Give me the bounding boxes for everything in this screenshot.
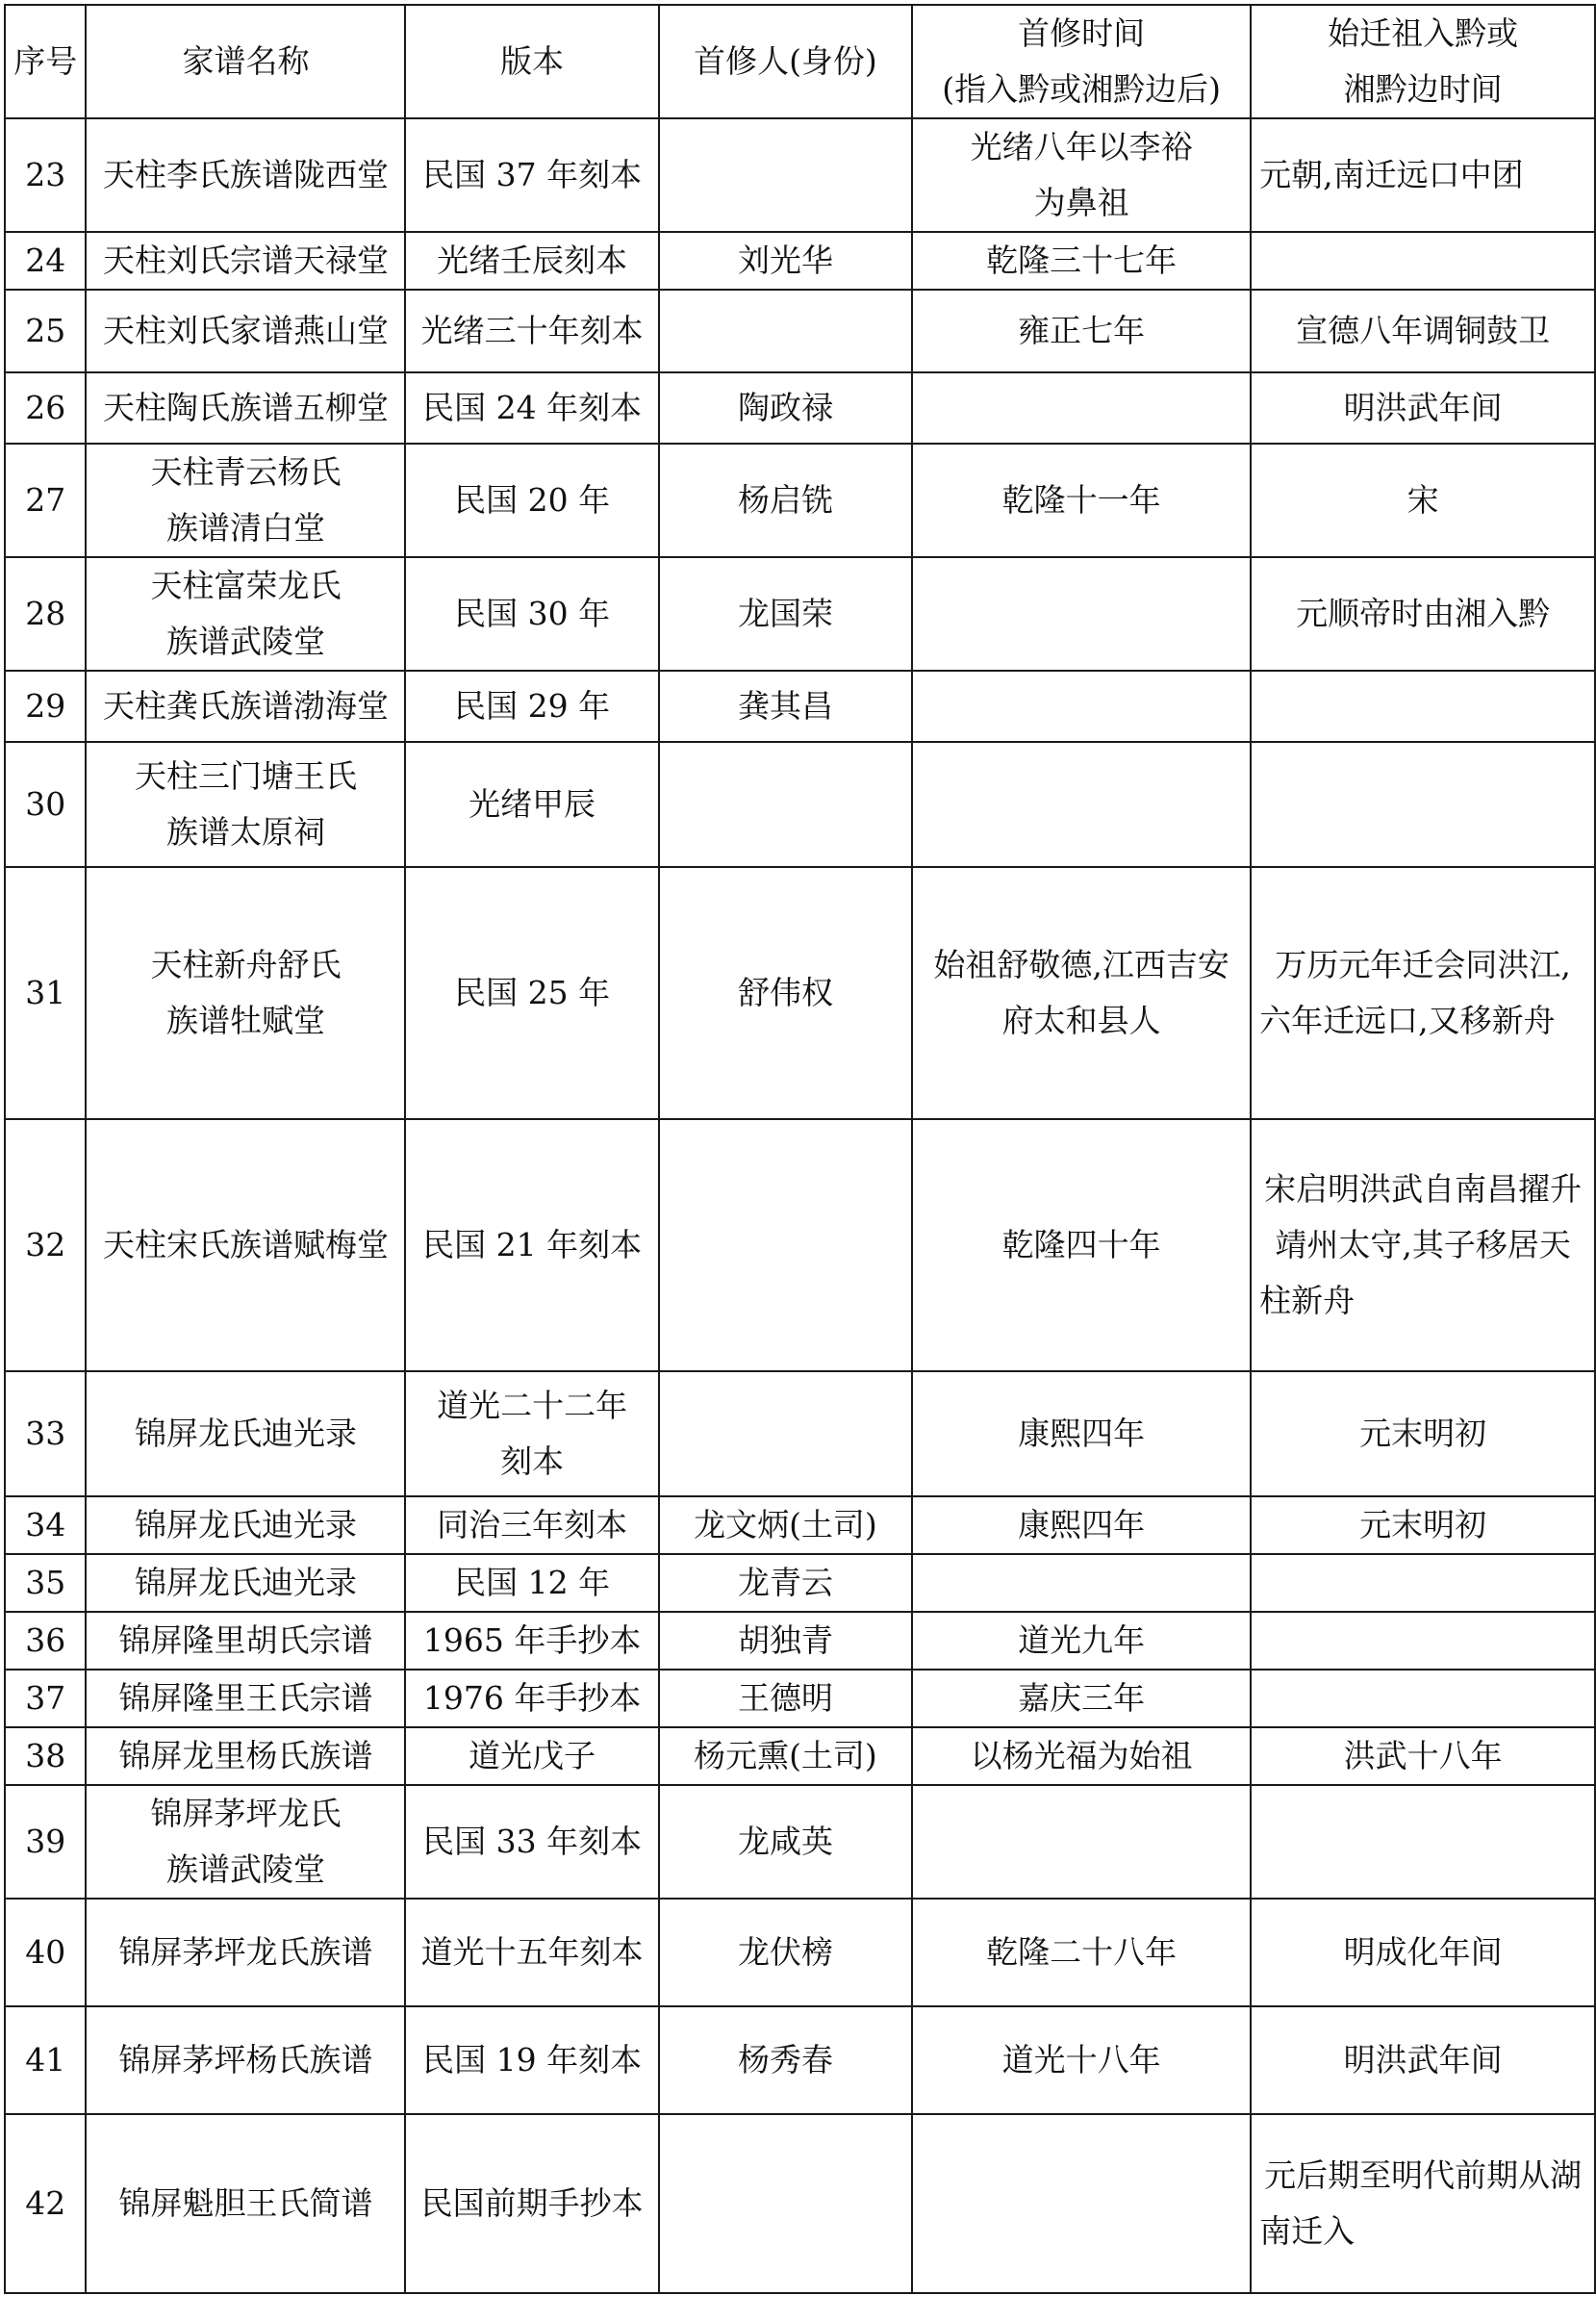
- cell-name: 锦屏魁胆王氏简谱: [86, 2114, 405, 2293]
- cell-first-edit: 乾隆四十年: [912, 1119, 1251, 1371]
- cell-compiler: 龙国荣: [659, 557, 912, 671]
- header-first-edit-line2: (指入黔或湘黔边后): [942, 70, 1222, 108]
- cell-edition: 民国 24 年刻本: [405, 372, 658, 444]
- table-row: [5, 557, 1595, 671]
- cell-migration: 元顺帝时由湘入黔: [1251, 557, 1595, 671]
- table-row: [5, 372, 1595, 444]
- cell-compiler: [659, 742, 912, 867]
- cell-name: 锦屏龙氏迪光录: [86, 1554, 405, 1612]
- cell-compiler: [659, 1119, 912, 1371]
- cell-migration: 宋启明洪武自南昌擢升靖州太守,其子移居天柱新舟: [1251, 1119, 1595, 1371]
- cell-first-edit: 光绪八年以李裕为鼻祖: [912, 118, 1251, 232]
- cell-first-edit: 道光十八年: [912, 2006, 1251, 2114]
- cell-no: 37: [5, 1670, 86, 1727]
- cell-no: 33: [5, 1371, 86, 1496]
- genealogy-table: [4, 4, 1596, 2294]
- cell-compiler: [659, 2114, 912, 2293]
- cell-migration: [1251, 1670, 1595, 1727]
- table-row: [5, 1496, 1595, 1554]
- cell-no: 25: [5, 290, 86, 372]
- cell-first-edit: 乾隆二十八年: [912, 1899, 1251, 2006]
- cell-name: 天柱陶氏族谱五柳堂: [86, 372, 405, 444]
- table-row: [5, 1612, 1595, 1670]
- cell-migration: 宣德八年调铜鼓卫: [1251, 290, 1595, 372]
- cell-compiler: 杨元熏(土司): [659, 1727, 912, 1785]
- cell-no: 27: [5, 444, 86, 557]
- cell-no: 41: [5, 2006, 86, 2114]
- header-first-edit-line1: 首修时间: [1018, 14, 1146, 52]
- cell-migration: 明成化年间: [1251, 1899, 1595, 2006]
- cell-name: 锦屏龙氏迪光录: [86, 1496, 405, 1554]
- cell-edition: 民国 25 年: [405, 867, 658, 1119]
- cell-no: 36: [5, 1612, 86, 1670]
- cell-first-edit: 道光九年: [912, 1612, 1251, 1670]
- header-first-edit-time: [912, 5, 1251, 118]
- table-row: [5, 671, 1595, 742]
- cell-compiler: 陶政禄: [659, 372, 912, 444]
- cell-name: 锦屏茅坪杨氏族谱: [86, 2006, 405, 2114]
- cell-compiler: 龙咸英: [659, 1785, 912, 1899]
- cell-first-edit: [912, 557, 1251, 671]
- cell-no: 28: [5, 557, 86, 671]
- cell-first-edit: [912, 1554, 1251, 1612]
- cell-edition: 民国 29 年: [405, 671, 658, 742]
- header-no: 序号: [5, 5, 86, 118]
- cell-name: 天柱刘氏宗谱天禄堂: [86, 232, 405, 290]
- cell-migration: 元末明初: [1251, 1496, 1595, 1554]
- cell-compiler: 龙青云: [659, 1554, 912, 1612]
- cell-edition: 同治三年刻本: [405, 1496, 658, 1554]
- cell-name: 天柱富荣龙氏族谱武陵堂: [86, 557, 405, 671]
- cell-name: 天柱青云杨氏族谱清白堂: [86, 444, 405, 557]
- cell-migration: 元朝,南迁远口中团: [1251, 118, 1595, 232]
- cell-edition: 光绪甲辰: [405, 742, 658, 867]
- cell-migration: 宋: [1251, 444, 1595, 557]
- cell-no: 23: [5, 118, 86, 232]
- cell-no: 31: [5, 867, 86, 1119]
- cell-compiler: [659, 118, 912, 232]
- cell-edition: 民国 20 年: [405, 444, 658, 557]
- cell-migration: 洪武十八年: [1251, 1727, 1595, 1785]
- cell-migration: [1251, 232, 1595, 290]
- cell-first-edit: [912, 1785, 1251, 1899]
- cell-name: 锦屏龙氏迪光录: [86, 1371, 405, 1496]
- cell-name: 锦屏龙里杨氏族谱: [86, 1727, 405, 1785]
- cell-edition: 民国 19 年刻本: [405, 2006, 658, 2114]
- cell-edition: 1976 年手抄本: [405, 1670, 658, 1727]
- cell-compiler: 龙伏榜: [659, 1899, 912, 2006]
- header-migration-line2: 湘黔边时间: [1343, 70, 1503, 108]
- cell-name: 锦屏隆里王氏宗谱: [86, 1670, 405, 1727]
- cell-first-edit: 以杨光福为始祖: [912, 1727, 1251, 1785]
- header-migration-line1: 始迁祖入黔或: [1328, 14, 1519, 52]
- cell-edition: 民国前期手抄本: [405, 2114, 658, 2293]
- table-row: [5, 1899, 1595, 2006]
- cell-no: 32: [5, 1119, 86, 1371]
- cell-edition: 1965 年手抄本: [405, 1612, 658, 1670]
- cell-name: 天柱新舟舒氏族谱牡赋堂: [86, 867, 405, 1119]
- cell-edition: 道光戊子: [405, 1727, 658, 1785]
- cell-compiler: [659, 1371, 912, 1496]
- cell-name: 天柱三门塘王氏族谱太原祠: [86, 742, 405, 867]
- cell-compiler: 王德明: [659, 1670, 912, 1727]
- cell-compiler: 刘光华: [659, 232, 912, 290]
- cell-edition: 道光十五年刻本: [405, 1899, 658, 2006]
- cell-first-edit: 乾隆十一年: [912, 444, 1251, 557]
- table-row: [5, 118, 1595, 232]
- table-row: [5, 232, 1595, 290]
- cell-compiler: 杨秀春: [659, 2006, 912, 2114]
- cell-no: 39: [5, 1785, 86, 1899]
- cell-no: 26: [5, 372, 86, 444]
- cell-no: 29: [5, 671, 86, 742]
- cell-migration: 元后期至明代前期从湖南迁入: [1251, 2114, 1595, 2293]
- cell-name: 锦屏茅坪龙氏族谱: [86, 1899, 405, 2006]
- cell-first-edit: [912, 2114, 1251, 2293]
- cell-no: 42: [5, 2114, 86, 2293]
- table-row: [5, 867, 1595, 1119]
- cell-first-edit: 嘉庆三年: [912, 1670, 1251, 1727]
- cell-no: 30: [5, 742, 86, 867]
- cell-name: 天柱龚氏族谱渤海堂: [86, 671, 405, 742]
- table-row: [5, 742, 1595, 867]
- header-name: 家谱名称: [86, 5, 405, 118]
- cell-no: 24: [5, 232, 86, 290]
- table-row: [5, 1554, 1595, 1612]
- table-row: [5, 1727, 1595, 1785]
- cell-compiler: 舒伟权: [659, 867, 912, 1119]
- cell-first-edit: [912, 742, 1251, 867]
- cell-migration: [1251, 671, 1595, 742]
- cell-edition: 民国 33 年刻本: [405, 1785, 658, 1899]
- cell-edition: 光绪三十年刻本: [405, 290, 658, 372]
- cell-edition: 民国 30 年: [405, 557, 658, 671]
- table-row: [5, 2114, 1595, 2293]
- cell-migration: 明洪武年间: [1251, 2006, 1595, 2114]
- cell-first-edit: 乾隆三十七年: [912, 232, 1251, 290]
- cell-no: 35: [5, 1554, 86, 1612]
- header-row: [5, 5, 1595, 118]
- cell-compiler: 杨启铣: [659, 444, 912, 557]
- header-edition: 版本: [405, 5, 658, 118]
- table-row: [5, 2006, 1595, 2114]
- cell-first-edit: [912, 372, 1251, 444]
- header-compiler: 首修人(身份): [659, 5, 912, 118]
- table-row: [5, 290, 1595, 372]
- cell-migration: [1251, 1554, 1595, 1612]
- cell-name: 锦屏隆里胡氏宗谱: [86, 1612, 405, 1670]
- cell-name: 天柱刘氏家谱燕山堂: [86, 290, 405, 372]
- table-row: [5, 1119, 1595, 1371]
- header-migration-time: [1251, 5, 1595, 118]
- cell-migration: 万历元年迁会同洪江,六年迁远口,又移新舟: [1251, 867, 1595, 1119]
- table-row: [5, 1371, 1595, 1496]
- cell-compiler: [659, 290, 912, 372]
- cell-no: 34: [5, 1496, 86, 1554]
- cell-migration: 明洪武年间: [1251, 372, 1595, 444]
- cell-edition: 民国 37 年刻本: [405, 118, 658, 232]
- cell-first-edit: 雍正七年: [912, 290, 1251, 372]
- table-row: [5, 1670, 1595, 1727]
- cell-no: 38: [5, 1727, 86, 1785]
- cell-migration: [1251, 1785, 1595, 1899]
- table-row: [5, 1785, 1595, 1899]
- cell-first-edit: [912, 671, 1251, 742]
- cell-compiler: 龙文炳(土司): [659, 1496, 912, 1554]
- cell-migration: [1251, 742, 1595, 867]
- cell-no: 40: [5, 1899, 86, 2006]
- cell-name: 锦屏茅坪龙氏族谱武陵堂: [86, 1785, 405, 1899]
- cell-compiler: 胡独青: [659, 1612, 912, 1670]
- cell-first-edit: 始祖舒敬德,江西吉安府太和县人: [912, 867, 1251, 1119]
- cell-edition: 道光二十二年刻本: [405, 1371, 658, 1496]
- cell-name: 天柱李氏族谱陇西堂: [86, 118, 405, 232]
- cell-edition: 民国 12 年: [405, 1554, 658, 1612]
- cell-edition: 光绪壬辰刻本: [405, 232, 658, 290]
- cell-edition: 民国 21 年刻本: [405, 1119, 658, 1371]
- cell-migration: 元末明初: [1251, 1371, 1595, 1496]
- cell-first-edit: 康熙四年: [912, 1371, 1251, 1496]
- cell-first-edit: 康熙四年: [912, 1496, 1251, 1554]
- cell-compiler: 龚其昌: [659, 671, 912, 742]
- table-row: [5, 444, 1595, 557]
- cell-name: 天柱宋氏族谱赋梅堂: [86, 1119, 405, 1371]
- cell-migration: [1251, 1612, 1595, 1670]
